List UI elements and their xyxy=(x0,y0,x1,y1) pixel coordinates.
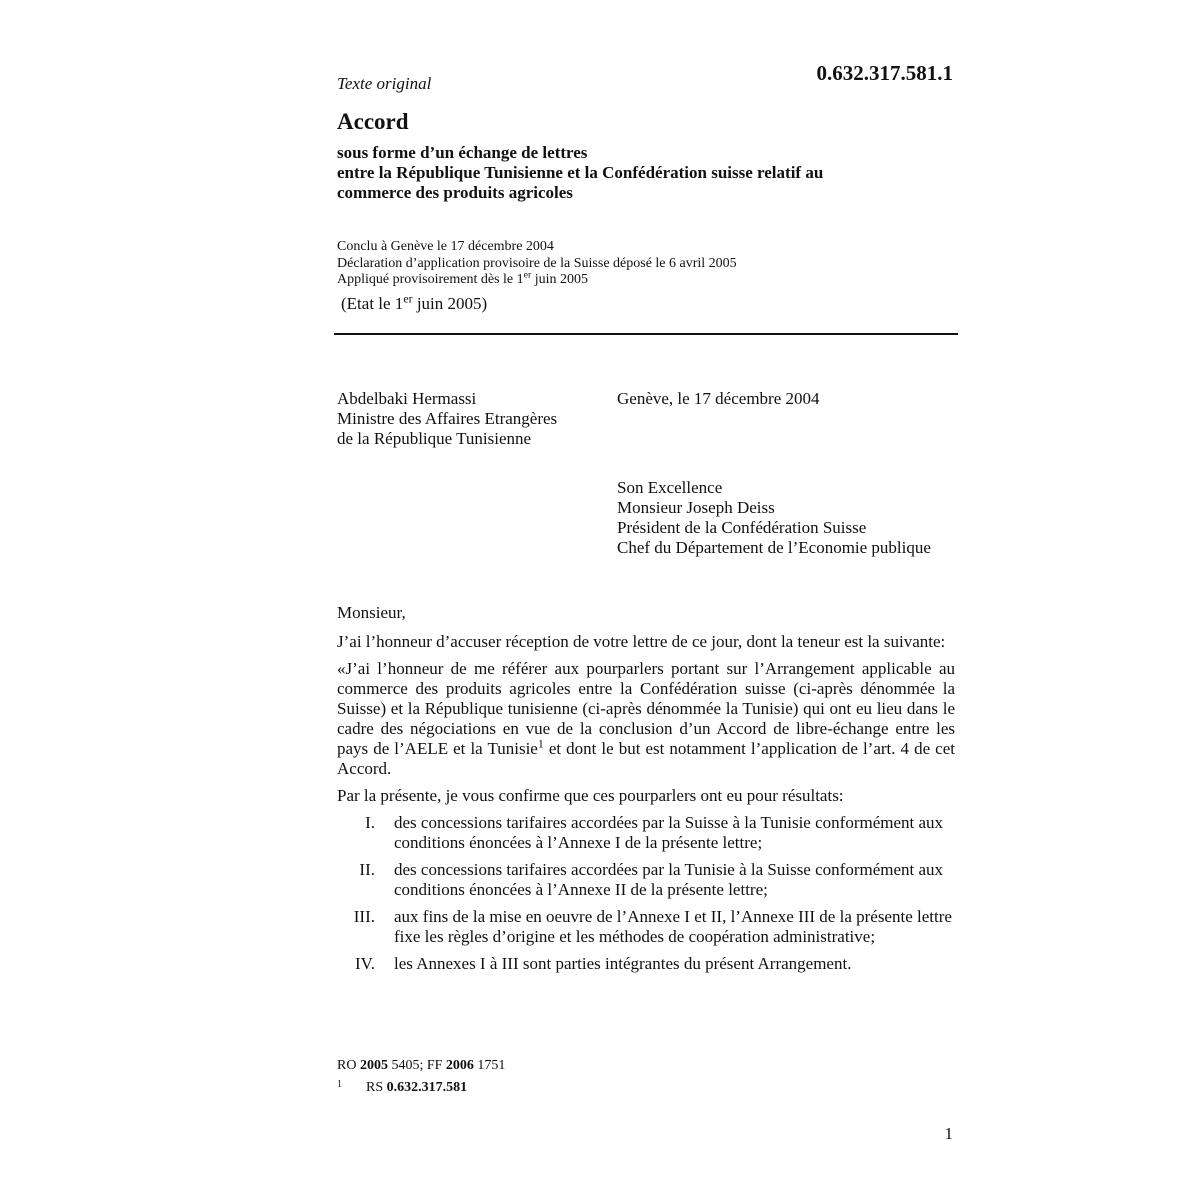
sender-block xyxy=(337,389,557,449)
footnote-marker: 1 xyxy=(537,736,544,751)
list-number: IV. xyxy=(355,954,375,973)
recipient-line: Président de la Confédération Suisse xyxy=(617,518,867,537)
subtitle-line: sous forme d’un échange de lettres xyxy=(337,143,588,162)
meta-concluded: Conclu à Genève le 17 décembre 2004 xyxy=(337,239,554,254)
list-text: aux fins de la mise en oeuvre de l’Annexe I et II, l’Annexe III de la présente lettre fixe les règles d’origine et les méthodes de coopération administrative; xyxy=(394,907,952,946)
paragraph-results: Par la présente, je vous confirme que ces pourparlers ont eu pour résultats: xyxy=(337,786,844,805)
list-text: des concessions tarifaires accordées par la Suisse à la Tunisie conformément aux conditions énoncées à l’Annexe I de la présente lettre; xyxy=(394,813,944,852)
list-item xyxy=(337,954,955,974)
subtitle-line: entre la République Tunisienne et la Confédération suisse relatif au xyxy=(337,163,824,182)
publication-reference: RO 2005 5405; FF 2006 1751 xyxy=(337,1058,506,1073)
reference-number: 0.632.317.581.1 xyxy=(816,61,953,85)
sender-name: Abdelbaki Hermassi xyxy=(337,389,477,408)
document-meta xyxy=(337,239,737,289)
sender-title: Ministre des Affaires Etrangères xyxy=(337,409,558,428)
footnote-number: 1 xyxy=(337,1079,342,1090)
list-number: I. xyxy=(365,813,375,832)
recipient-line: Chef du Département de l’Economie publique xyxy=(617,538,931,557)
paragraph-acknowledgement: J’ai l’honneur d’accuser réception de votre lettre de ce jour, dont la teneur est la suivante: xyxy=(337,632,946,651)
recipient-block xyxy=(617,478,931,558)
document-label: Texte original xyxy=(337,74,432,93)
paragraph-quote: «J’ai l’honneur de me référer aux pourparlers portant sur l’Arrangement applicable au commerce des produits agricoles entre la Confédération suisse (ci-après dénommée la Suisse) et la République tunisienne (ci-après dénommée la Tunisie) qui ont eu lieu dans le cadre des négociations en vue de la conclusion d’un Accord de libre-échange entre les pays de l’AELE et la Tunisie$^1$ et dont le but est notamment l’application de l’art. 4 de cet Accord. xyxy=(337,659,955,778)
list-number: III. xyxy=(353,907,375,926)
subtitle-line: commerce des produits agricoles xyxy=(337,183,573,202)
letter-body xyxy=(337,603,955,981)
place-date: Genève, le 17 décembre 2004 xyxy=(617,389,820,408)
recipient-line: Monsieur Joseph Deiss xyxy=(617,498,775,517)
meta-applied: Appliqué provisoirement dès le 1er juin 2005 xyxy=(337,269,589,287)
list-item xyxy=(337,860,955,900)
list-item xyxy=(337,813,955,853)
list-item xyxy=(337,907,955,947)
results-list xyxy=(337,813,955,974)
list-number: II. xyxy=(359,860,375,879)
state-date: (Etat le 1er juin 2005) xyxy=(341,291,488,313)
meta-declaration: Déclaration d’application provisoire de la Suisse déposé le 6 avril 2005 xyxy=(337,255,737,271)
recipient-line: Son Excellence xyxy=(617,478,723,497)
header-divider xyxy=(334,333,958,335)
list-text: les Annexes I à III sont parties intégrantes du présent Arrangement. xyxy=(394,954,852,973)
document-subtitle xyxy=(337,143,823,203)
salutation: Monsieur, xyxy=(337,603,406,622)
document-title: Accord xyxy=(337,109,409,134)
list-text: des concessions tarifaires accordées par la Tunisie à la Suisse conformément aux conditions énoncées à l’Annexe II de la présente lettre; xyxy=(394,860,944,899)
footnote: $^1$ RS 0.632.317.581 xyxy=(337,1079,468,1095)
page-number: 1 xyxy=(944,1124,953,1143)
sender-country: de la République Tunisienne xyxy=(337,429,532,448)
